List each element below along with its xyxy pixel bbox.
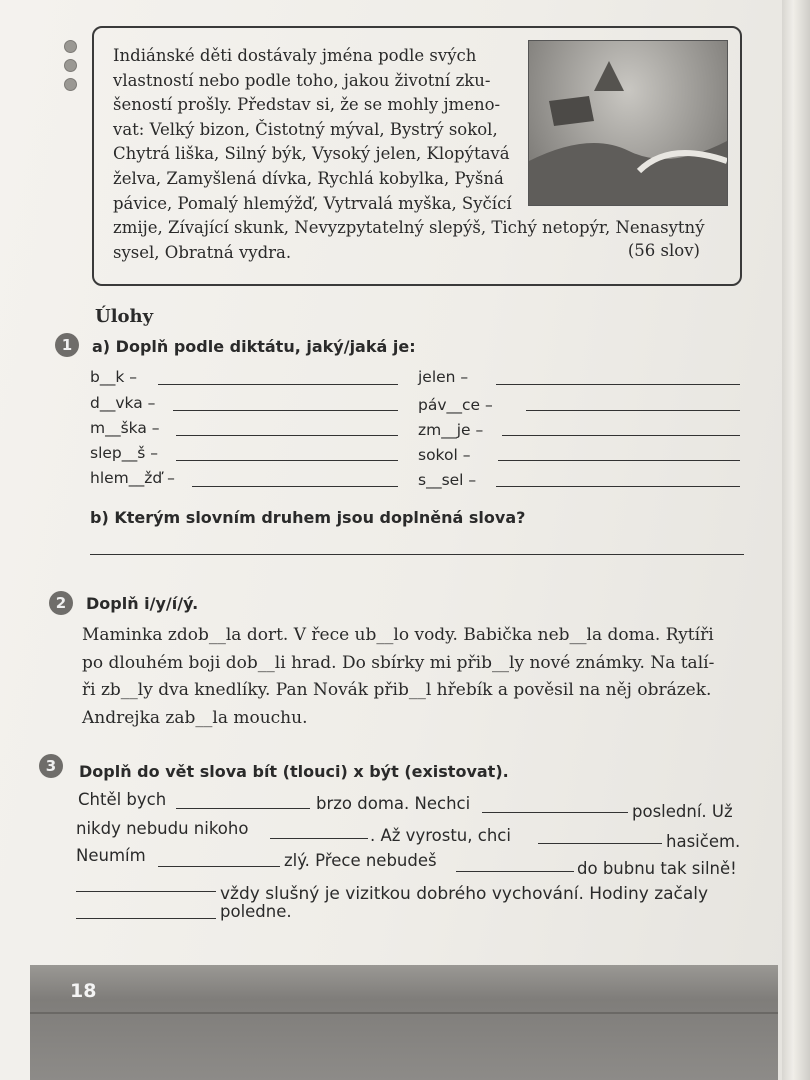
answer-line[interactable] <box>76 891 216 892</box>
task2-heading: Doplň i/y/í/ý. <box>86 594 199 613</box>
task3-text: zlý. Přece nebudeš <box>284 851 437 870</box>
task1-right-item: jelen – <box>418 368 469 386</box>
task2-paragraph: Maminka zdob__la dort. V řece ub__lo vody. Babička neb__la doma. Rytíři po dlouhém boji dob__li hrad. Do sbírky mi přib__ly nové známky. Na talí- ři zb__ly dva knedlíky. Pan Novák přib__l hřebík a pověsil na něj obrázek. Andrejka zab__la mouchu. <box>82 625 715 728</box>
task3-text: poslední. Už <box>632 802 733 821</box>
task3-text: vždy slušný je vizitkou dobrého vychování. Hodiny začaly <box>220 884 709 904</box>
task3-text: Chtěl bych <box>78 790 167 809</box>
task3-text: hasičem. <box>666 832 741 851</box>
task3-text: do bubnu tak silně! <box>577 859 737 878</box>
footer-band <box>30 965 778 1080</box>
answer-line[interactable] <box>456 871 574 872</box>
answer-line[interactable] <box>498 460 740 461</box>
answer-line[interactable] <box>192 486 398 487</box>
task3-text: nikdy nebudu nikoho <box>76 819 249 838</box>
task1-right-item: páv__ce – <box>418 396 493 414</box>
task3-number-badge: 3 <box>39 754 63 778</box>
task1-left-item: d__vka – <box>90 394 156 412</box>
word-count: (56 slov) <box>627 241 700 260</box>
illustration-image <box>528 40 728 206</box>
answer-line[interactable] <box>270 838 368 839</box>
task1-right-item: zm__je – <box>418 421 484 439</box>
task3-text: Neumím <box>76 846 146 865</box>
page-stack-edge <box>782 0 810 1080</box>
task3-text: . Až vyrostu, chci <box>370 826 511 845</box>
task1-left-item: b__k – <box>90 368 137 386</box>
section-heading: Úlohy <box>95 306 154 327</box>
answer-line[interactable] <box>176 808 310 809</box>
answer-line[interactable] <box>176 435 398 436</box>
task1-right-item: s__sel – <box>418 471 477 489</box>
answer-line[interactable] <box>496 384 740 385</box>
page-number: 18 <box>70 980 97 1002</box>
task1-heading-b: b) Kterým slovním druhem jsou doplněná slova? <box>90 508 526 527</box>
task2-number-badge: 2 <box>49 591 73 615</box>
task3-text: poledne. <box>220 902 292 921</box>
task3-text: brzo doma. Nechci <box>316 794 471 813</box>
task1-heading-a: a) Doplň podle diktátu, jaký/jaká je: <box>92 337 416 356</box>
answer-line[interactable] <box>176 460 398 461</box>
answer-line[interactable] <box>482 812 628 813</box>
answer-line[interactable] <box>173 410 398 411</box>
answer-line[interactable] <box>158 384 398 385</box>
answer-line[interactable] <box>502 435 740 436</box>
answer-line[interactable] <box>158 866 280 867</box>
answer-line[interactable] <box>526 410 740 411</box>
intro-text-tail: zmije, Zívající skunk, Nevyzpytatelný slepýš, Tichý netopýr, Nenasytný sysel, Obratná vydra. <box>113 218 705 262</box>
task3-heading: Doplň do vět slova bít (tlouci) x být (existovat). <box>79 762 509 781</box>
binder-holes <box>64 40 77 97</box>
footer-divider <box>30 1012 778 1014</box>
intro-text: Indiánské děti dostávaly jména podle svých vlastností nebo podle toho, jakou životní zku- šeností prošly. Představ si, že se mohly jmeno- vat: Velký bizon, Čistotný mýval, Bystrý sokol, Chytrá liška, Silný býk, Vysoký jelen, Klopýtavá želva, Zamyšlená dívka, Rychlá kobylka, Pyšná pávice, Pomalý hlemýžď, Vytrvalá myška, Syčící <box>113 46 512 213</box>
answer-line[interactable] <box>90 554 744 555</box>
task1-left-item: hlem__žď – <box>90 469 175 487</box>
answer-line[interactable] <box>76 918 216 919</box>
task1-left-item: m__ška – <box>90 419 160 437</box>
task1-number-badge: 1 <box>55 333 79 357</box>
answer-line[interactable] <box>496 486 740 487</box>
answer-line[interactable] <box>538 843 662 844</box>
task1-right-item: sokol – <box>418 446 471 464</box>
task1-left-item: slep__š – <box>90 444 159 462</box>
